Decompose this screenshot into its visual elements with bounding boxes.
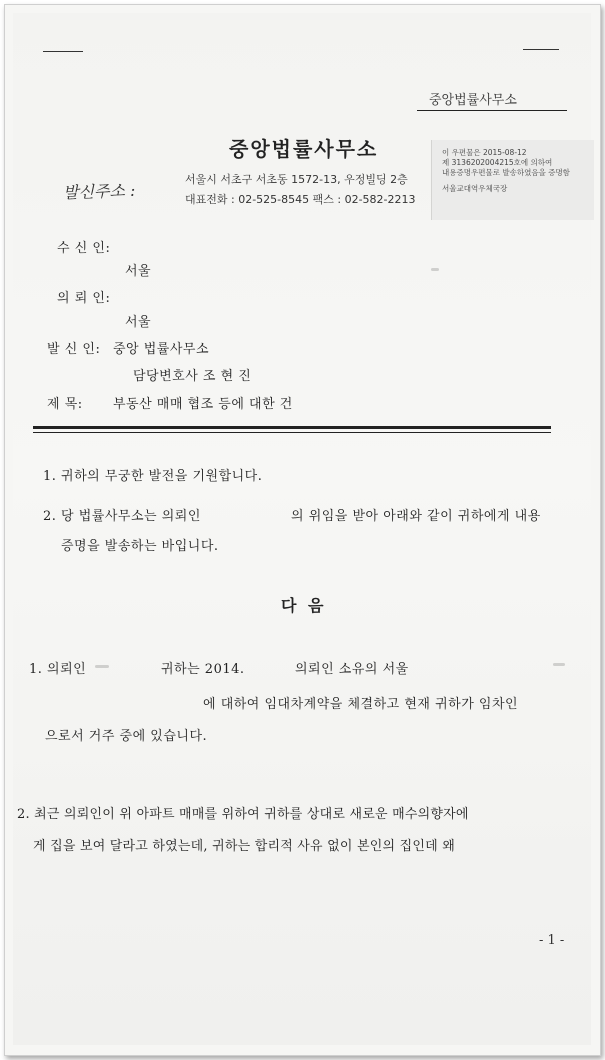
subject-value: 부동산 매매 협조 등에 대한 건 xyxy=(113,397,293,412)
office-name-underline xyxy=(417,110,567,111)
divider-thick xyxy=(33,426,551,429)
stamp-line-2: 제 3136202004215호에 의하여 xyxy=(442,158,553,167)
attorney-name: 담당변호사 조 현 진 xyxy=(133,369,252,384)
redaction-mark xyxy=(553,663,565,666)
office-contacts: 대표전화 : 02-525-8545 팩스 : 02-582-2213 xyxy=(185,193,416,206)
client-label: 의 뢰 인: xyxy=(57,291,111,306)
redaction-mark xyxy=(95,665,109,668)
top-right-mark xyxy=(523,49,559,50)
sender-address-label: 발신주소 : xyxy=(62,180,136,203)
letterhead-title: 중앙법률사무소 xyxy=(229,137,379,161)
item-1-line-2: 에 대하여 임대차계약을 체결하고 현재 귀하가 임차인 xyxy=(203,697,519,712)
document-frame xyxy=(4,4,601,1056)
paragraph-2-line-1b: 의 위임을 받아 아래와 같이 귀하에게 내용 xyxy=(291,509,541,524)
section-heading: 다 음 xyxy=(281,596,327,615)
paragraph-2-line-2: 증명을 발송하는 바입니다. xyxy=(61,539,219,554)
item-1-line-1b: 귀하는 2014. xyxy=(161,662,245,677)
client-address: 서울 xyxy=(125,315,152,330)
office-name-top: 중앙법률사무소 xyxy=(429,93,517,108)
subject-label: 제 목: xyxy=(47,397,83,412)
document-page xyxy=(13,13,591,1045)
item-1-line-1c: 의뢰인 소유의 서울 xyxy=(295,662,409,677)
item-1-line-3: 으로서 거주 중에 있습니다. xyxy=(45,729,208,744)
recipient-label: 수 신 인: xyxy=(57,241,111,256)
stamp-line-4: 서울교대역우체국장 xyxy=(442,184,508,193)
sender-label: 발 신 인: xyxy=(47,342,101,357)
paragraph-1: 1. 귀하의 무궁한 발전을 기원합니다. xyxy=(43,469,263,484)
stamp-line-3: 내용증명우편물로 발송하였음을 증명함 xyxy=(442,168,570,177)
top-left-mark xyxy=(43,51,83,52)
certification-stamp xyxy=(431,140,594,220)
divider-thin xyxy=(33,432,551,433)
stamp-line-1: 이 우편물은 2015-08-12 xyxy=(442,148,527,157)
redaction-mark xyxy=(431,268,439,271)
sender-value: 중앙 법률사무소 xyxy=(113,342,210,357)
item-1-line-1a: 1. 의뢰인 xyxy=(29,662,87,677)
recipient-address: 서울 xyxy=(125,264,152,279)
office-address: 서울시 서초구 서초동 1572-13, 우정빌딩 2층 xyxy=(185,173,408,186)
item-2-line-2: 게 집을 보여 달라고 하였는데, 귀하는 합리적 사유 없이 본인의 집인데 왜 xyxy=(33,839,455,854)
paragraph-2-line-1a: 2. 당 법률사무소는 의뢰인 xyxy=(43,509,201,524)
page-number: - 1 - xyxy=(539,933,565,948)
item-2-line-1: 2. 최근 의뢰인이 위 아파트 매매를 위하여 귀하를 상대로 새로운 매수의향자에 xyxy=(17,807,469,822)
